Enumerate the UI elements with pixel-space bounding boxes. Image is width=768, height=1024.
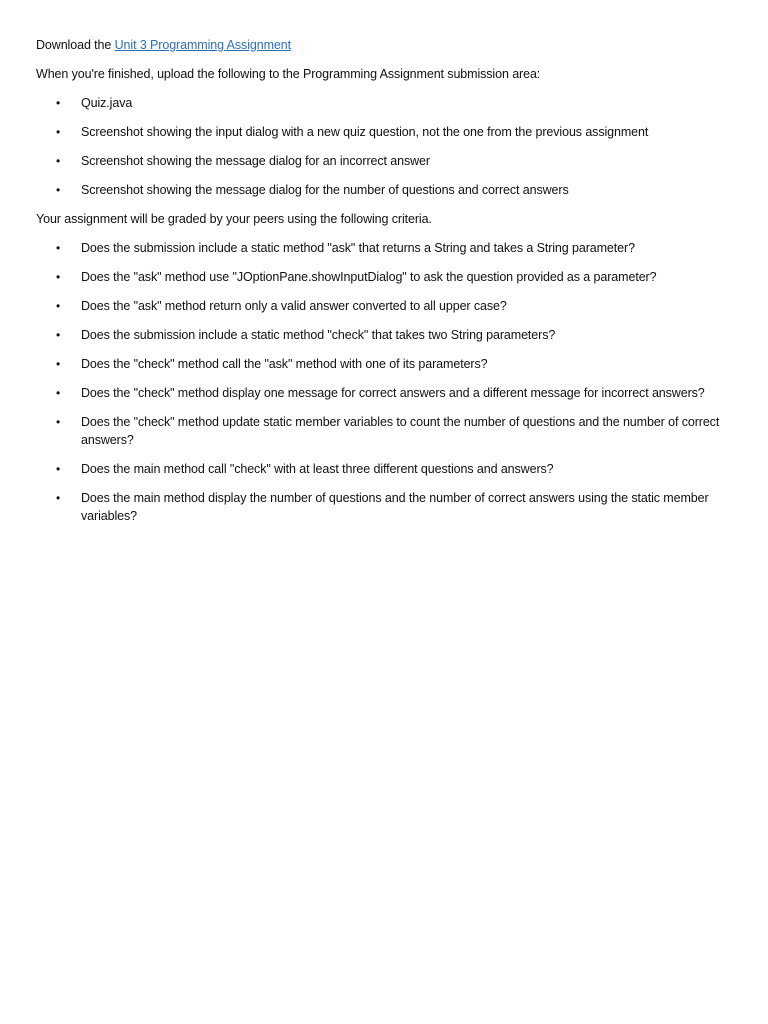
list-item-text: Does the submission include a static method "ask" that returns a String and takes a String parameter? xyxy=(81,241,635,255)
list-item-text: Does the main method display the number of questions and the number of correct answers using the static member variables? xyxy=(81,491,709,523)
list-item-text: Does the "check" method display one message for correct answers and a different message for incorrect answers? xyxy=(81,386,705,400)
list-item xyxy=(36,152,736,170)
list-item xyxy=(36,413,736,449)
list-item xyxy=(36,384,736,402)
list-item-text: Does the "ask" method return only a valid answer converted to all upper case? xyxy=(81,299,507,313)
bullet-icon: • xyxy=(56,270,61,284)
list-item-text: Screenshot showing the input dialog with a new quiz question, not the one from the previous assignment xyxy=(81,125,649,139)
bullet-icon: • xyxy=(56,241,61,255)
list-item xyxy=(36,355,736,373)
bullet-icon: • xyxy=(56,491,61,505)
list-item-text: Does the main method call "check" with at least three different questions and answers? xyxy=(81,462,554,476)
unit3-assignment-link[interactable]: Unit 3 Programming Assignment xyxy=(114,38,291,52)
list-item-text: Does the "check" method call the "ask" method with one of its parameters? xyxy=(81,357,488,371)
list-item-text: Does the "check" method update static member variables to count the number of questions and the number of correct answers? xyxy=(81,415,720,447)
list-item xyxy=(36,297,736,315)
list-item xyxy=(36,326,736,344)
document-page xyxy=(36,36,736,536)
bullet-icon: • xyxy=(56,462,61,476)
list-item xyxy=(36,94,736,112)
list-item xyxy=(36,239,736,257)
list-item-text: Does the submission include a static method "check" that takes two String parameters? xyxy=(81,328,556,342)
download-prefix: Download the xyxy=(36,38,115,52)
list-item-text: Screenshot showing the message dialog for an incorrect answer xyxy=(81,154,430,168)
bullet-icon: • xyxy=(56,154,61,168)
download-line xyxy=(36,36,736,54)
list-item-text: Quiz.java xyxy=(81,96,133,110)
bullet-icon: • xyxy=(56,415,61,429)
list-item-text: Does the "ask" method use "JOptionPane.showInputDialog" to ask the question provided as a parameter? xyxy=(81,270,657,284)
bullet-icon: • xyxy=(56,328,61,342)
criteria-intro: Your assignment will be graded by your peers using the following criteria. xyxy=(36,212,432,226)
bullet-icon: • xyxy=(56,183,61,197)
upload-instruction: When you're finished, upload the following to the Programming Assignment submission area: xyxy=(36,67,541,81)
criteria-list xyxy=(36,239,736,525)
list-item xyxy=(36,460,736,478)
list-item-text: Screenshot showing the message dialog for the number of questions and correct answers xyxy=(81,183,569,197)
bullet-icon: • xyxy=(56,299,61,313)
bullet-icon: • xyxy=(56,357,61,371)
upload-list xyxy=(36,94,736,199)
list-item xyxy=(36,268,736,286)
list-item xyxy=(36,123,736,141)
bullet-icon: • xyxy=(56,96,61,110)
list-item xyxy=(36,489,736,525)
list-item xyxy=(36,181,736,199)
bullet-icon: • xyxy=(56,386,61,400)
bullet-icon: • xyxy=(56,125,61,139)
